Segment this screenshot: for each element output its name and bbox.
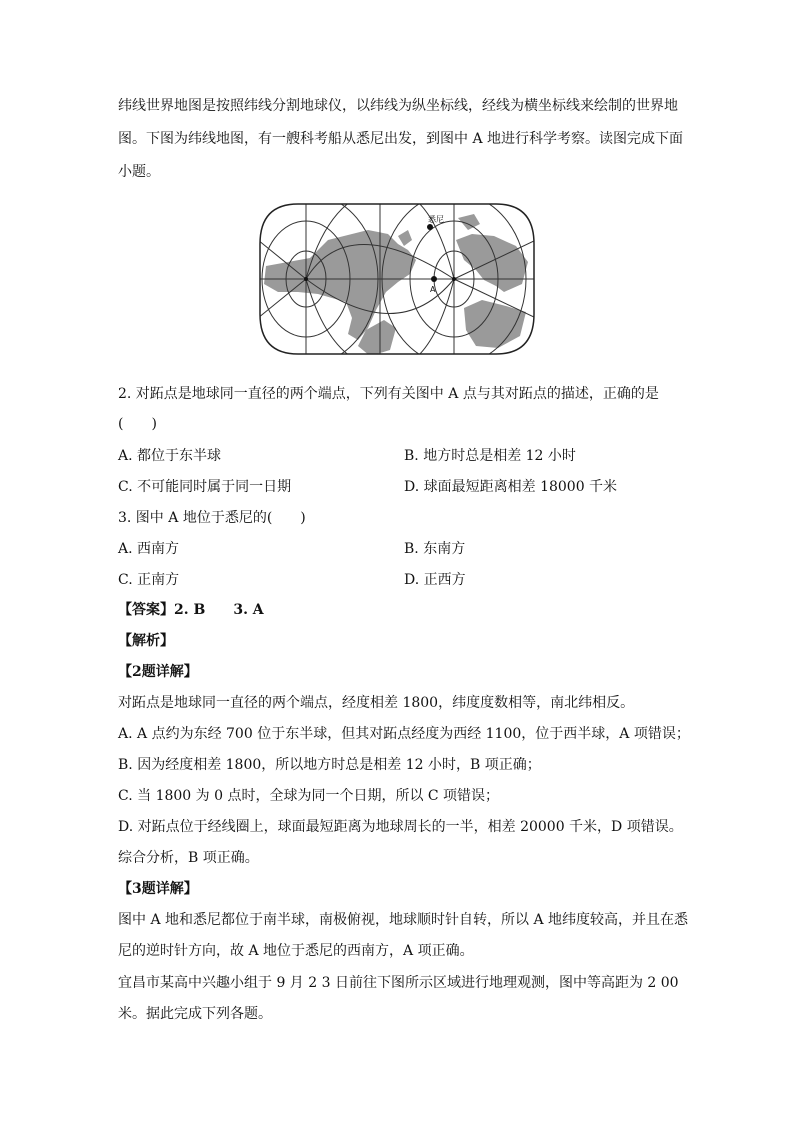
q2-detail-line: D. 对跖点位于经线圈上，球面最短距离为地球周长的一半，相差 20000 千米，D 项错误。 bbox=[118, 819, 683, 835]
q3-detail-line: 图中 A 地和悉尼都位于南半球，南极俯视，地球顺时针自转，所以 A 地纬度较高，并且在悉 bbox=[118, 912, 689, 928]
answer-line: 【答案】2. B 3. A bbox=[118, 602, 264, 618]
q2-option-b: B. 地方时总是相差 12 小时 bbox=[404, 448, 576, 464]
q3-detail-heading: 【3题详解】 bbox=[118, 881, 198, 897]
q2-option-a: A. 都位于东半球 bbox=[118, 448, 222, 464]
intro-line-2: 图。下图为纬线地图，有一艘科考船从悉尼出发，到图中 A 地进行科学考察。读图完成下面 bbox=[118, 131, 684, 147]
sydney-label: 悉尼 bbox=[428, 215, 444, 224]
q2-option-d: D. 球面最短距离相差 18000 千米 bbox=[404, 479, 618, 495]
intro-line-3: 小题。 bbox=[118, 164, 160, 180]
map-graphic bbox=[258, 200, 536, 358]
q2-stem: 2. 对跖点是地球同一直径的两个端点，下列有关图中 A 点与其对跖点的描述，正确的是 bbox=[118, 386, 659, 402]
q2-paren: ( ) bbox=[118, 416, 157, 432]
q2-option-c: C. 不可能同时属于同一日期 bbox=[118, 479, 292, 495]
q3-option-c: C. 正南方 bbox=[118, 572, 180, 588]
next-intro-line: 米。据此完成下列各题。 bbox=[118, 1006, 272, 1022]
q2-detail-line: B. 因为经度相差 1800，所以地方时总是相差 12 小时，B 项正确； bbox=[118, 757, 541, 773]
q3-stem: 3. 图中 A 地位于悉尼的( ) bbox=[118, 510, 306, 526]
q2-detail-line: 对跖点是地球同一直径的两个端点，经度相差 1800，纬度度数相等，南北纬相反。 bbox=[118, 695, 635, 711]
q2-detail-line: C. 当 1800 为 0 点时，全球为同一个日期，所以 C 项错误； bbox=[118, 788, 500, 804]
sydney-point bbox=[427, 224, 433, 230]
point-a bbox=[431, 276, 437, 282]
next-intro-line: 宜昌市某高中兴趣小组于 9 月 2 3 日前往下图所示区域进行地理观测，图中等高距为 2 00 bbox=[118, 975, 679, 991]
q3-detail-line: 尼的逆时针方向，故 A 地位于悉尼的西南方，A 项正确。 bbox=[118, 943, 474, 959]
q3-option-a: A. 西南方 bbox=[118, 541, 180, 557]
intro-line-1: 纬线世界地图是按照纬线分割地球仪，以纬线为纵坐标线，经线为横坐标线来绘制的世界地 bbox=[118, 98, 678, 114]
q2-detail-line: A. A 点约为东经 700 位于东半球，但其对跖点经度为西经 1100，位于西半球，A 项错误； bbox=[118, 726, 690, 742]
q2-detail-heading: 【2题详解】 bbox=[118, 664, 198, 680]
point-a-label: A bbox=[430, 285, 436, 294]
analysis-heading: 【解析】 bbox=[118, 633, 174, 649]
q3-option-d: D. 正西方 bbox=[404, 572, 466, 588]
q2-detail-line: 综合分析，B 项正确。 bbox=[118, 850, 259, 866]
latitude-world-map bbox=[258, 200, 536, 358]
q3-option-b: B. 东南方 bbox=[404, 541, 466, 557]
